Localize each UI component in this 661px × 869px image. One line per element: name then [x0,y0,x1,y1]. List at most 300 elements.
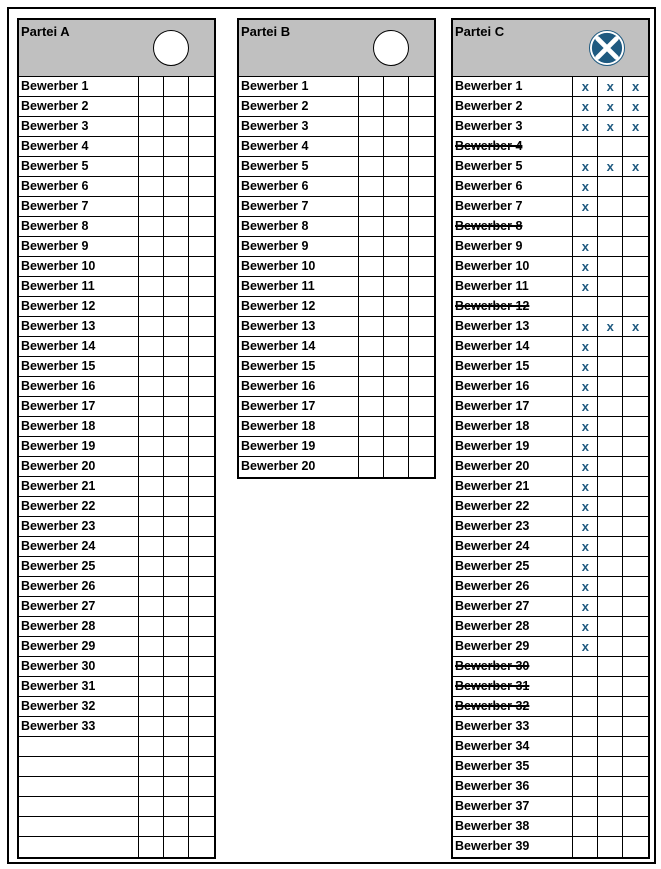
vote-cell-2[interactable] [598,577,623,596]
vote-cell-3[interactable] [409,397,434,416]
vote-cell-2[interactable] [598,217,623,236]
vote-cell-1[interactable] [359,217,384,236]
vote-cell-2[interactable] [164,537,189,556]
vote-cell-2[interactable] [164,397,189,416]
vote-cell-1[interactable] [359,397,384,416]
vote-cell-1[interactable] [139,637,164,656]
vote-cell-2[interactable] [164,717,189,736]
vote-cell-2[interactable] [598,797,623,816]
vote-cell-2[interactable] [164,637,189,656]
vote-cell-2[interactable] [598,177,623,196]
vote-cell-3[interactable] [623,517,648,536]
vote-cell-1[interactable]: x [573,537,598,556]
vote-cell-1[interactable] [139,357,164,376]
vote-cell-2[interactable] [164,797,189,816]
vote-cell-2[interactable] [598,277,623,296]
vote-cell-1[interactable]: x [573,77,598,96]
vote-cell-3[interactable] [189,397,214,416]
vote-cell-1[interactable] [139,457,164,476]
vote-cell-3[interactable] [189,617,214,636]
vote-cell-3[interactable] [409,457,434,477]
vote-cell-2[interactable] [384,77,409,96]
vote-cell-2[interactable]: x [598,77,623,96]
vote-cell-3[interactable]: x [631,319,640,334]
vote-cell-3[interactable] [623,217,648,236]
vote-cell-3[interactable] [623,657,648,676]
vote-cell-2[interactable] [598,197,623,216]
vote-cell-3[interactable]: x [631,119,640,134]
vote-cell-1[interactable]: x [573,497,598,516]
vote-cell-2[interactable] [598,557,623,576]
vote-cell-1[interactable] [573,737,598,756]
vote-cell-3[interactable] [189,777,214,796]
vote-cell-1[interactable] [139,317,164,336]
vote-cell-1[interactable] [139,537,164,556]
vote-cell-2[interactable] [164,677,189,696]
vote-cell-3[interactable] [189,117,214,136]
vote-cell-3[interactable] [189,557,214,576]
vote-cell-1[interactable] [139,837,164,857]
vote-cell-3[interactable] [409,417,434,436]
vote-cell-3[interactable] [623,777,648,796]
vote-cell-1[interactable]: x [573,457,598,476]
vote-cell-3[interactable] [189,77,214,96]
party-b-ballot-circle[interactable] [373,30,409,66]
vote-cell-2[interactable] [598,617,623,636]
vote-cell-3[interactable] [409,117,434,136]
vote-cell-1[interactable]: x [573,117,598,136]
vote-cell-1[interactable] [139,677,164,696]
vote-cell-2[interactable] [164,377,189,396]
vote-cell-2[interactable] [598,657,623,676]
vote-cell-3[interactable] [409,257,434,276]
vote-cell-1[interactable]: x [573,617,598,636]
vote-cell-3[interactable] [189,837,214,857]
vote-cell-1[interactable] [359,277,384,296]
vote-cell-1[interactable] [359,77,384,96]
vote-cell-2[interactable] [598,637,623,656]
party-a-candidate-row [19,417,214,437]
vote-cell-1[interactable] [359,257,384,276]
vote-cell-1[interactable] [359,377,384,396]
vote-cell-2[interactable] [384,137,409,156]
vote-cell-3[interactable] [623,797,648,816]
vote-cell-2[interactable]: x [598,157,623,176]
vote-cell-3[interactable] [623,637,648,656]
vote-cell-2[interactable] [164,477,189,496]
vote-cell-3[interactable] [189,377,214,396]
vote-cell-2[interactable] [598,737,623,756]
vote-cell-2[interactable] [164,697,189,716]
vote-cell-3[interactable] [623,197,648,216]
vote-cell-3[interactable] [189,97,214,116]
candidate-name [239,397,359,416]
vote-cell-2[interactable] [164,297,189,316]
party-a-ballot-circle[interactable] [153,30,189,66]
vote-cell-2[interactable] [164,77,189,96]
vote-cell-3[interactable] [623,177,648,196]
vote-cell-3[interactable] [409,197,434,216]
vote-cell-2[interactable] [384,297,409,316]
vote-cell-2[interactable] [164,657,189,676]
vote-cell-2[interactable] [598,817,623,836]
vote-cell-1[interactable]: x [573,317,598,336]
vote-cell-1[interactable] [139,777,164,796]
vote-cell-1[interactable] [139,197,164,216]
vote-cell-2[interactable] [598,517,623,536]
vote-cell-2[interactable] [384,157,409,176]
vote-cell-3[interactable] [623,557,648,576]
vote-cell-1[interactable] [139,257,164,276]
vote-cell-3[interactable] [189,817,214,836]
vote-cell-1[interactable] [139,477,164,496]
vote-cell-2[interactable] [164,517,189,536]
vote-cell-2[interactable] [598,377,623,396]
vote-cell-3[interactable] [409,277,434,296]
vote-cell-2[interactable] [384,337,409,356]
vote-cell-1[interactable] [359,197,384,216]
vote-cell-2[interactable] [598,357,623,376]
vote-cell-1[interactable] [139,417,164,436]
vote-cell-1[interactable] [139,157,164,176]
vote-cell-1[interactable] [573,777,598,796]
vote-cell-1[interactable] [139,437,164,456]
vote-cell-1[interactable] [359,297,384,316]
vote-cell-2[interactable] [598,537,623,556]
vote-cell-2[interactable] [598,757,623,776]
vote-cell-3[interactable] [189,357,214,376]
vote-cell-3[interactable] [409,137,434,156]
vote-cell-1[interactable]: x [573,597,598,616]
vote-cell-2[interactable] [384,97,409,116]
vote-cell-1[interactable] [139,657,164,676]
vote-cell-3[interactable] [623,677,648,696]
vote-cell-1[interactable] [139,297,164,316]
vote-cell-3[interactable] [189,497,214,516]
vote-cell-3[interactable] [623,737,648,756]
vote-cell-3[interactable] [623,577,648,596]
vote-cell-1[interactable] [359,357,384,376]
vote-cell-2[interactable]: x [598,97,623,116]
vote-cell-1[interactable] [573,757,598,776]
vote-cell-3[interactable] [189,477,214,496]
vote-cell-3[interactable] [189,457,214,476]
vote-cell-3[interactable] [409,157,434,176]
vote-cell-1[interactable] [359,457,384,477]
vote-cell-2[interactable] [384,357,409,376]
vote-cell-3[interactable] [189,537,214,556]
vote-cell-3[interactable] [623,617,648,636]
vote-cell-2[interactable] [384,457,409,477]
vote-cell-2[interactable] [598,257,623,276]
vote-cell-2[interactable] [384,237,409,256]
vote-cell-3[interactable] [189,717,214,736]
vote-cell-2[interactable] [164,97,189,116]
vote-cell-2[interactable] [598,597,623,616]
vote-cell-1[interactable] [139,337,164,356]
vote-cell-1[interactable]: x [573,557,598,576]
vote-cell-2[interactable] [598,297,623,316]
vote-cell-2[interactable] [384,397,409,416]
vote-cell-1[interactable] [359,317,384,336]
vote-cell-3[interactable] [623,537,648,556]
vote-cell-3[interactable] [623,597,648,616]
vote-cell-1[interactable] [139,117,164,136]
vote-cell-1[interactable] [139,817,164,836]
vote-cell-1[interactable] [359,177,384,196]
vote-cell-1[interactable]: x [573,437,598,456]
vote-cell-1[interactable] [139,277,164,296]
vote-cell-3[interactable]: x [631,79,640,94]
vote-cell-1[interactable]: x [573,377,598,396]
vote-cell-1[interactable] [139,577,164,596]
vote-cell-2[interactable] [598,717,623,736]
vote-cell-3[interactable] [409,377,434,396]
vote-cell-3[interactable] [189,317,214,336]
vote-cell-3[interactable] [189,437,214,456]
vote-cell-2[interactable] [384,257,409,276]
vote-cell-1[interactable] [139,737,164,756]
vote-cell-2[interactable] [384,197,409,216]
vote-cell-2[interactable] [164,597,189,616]
vote-cell-1[interactable] [359,417,384,436]
vote-cell-3[interactable] [189,597,214,616]
vote-cell-2[interactable] [598,237,623,256]
vote-cell-2[interactable] [164,737,189,756]
vote-cell-1[interactable]: x [573,157,598,176]
vote-cell-3[interactable] [189,177,214,196]
vote-cell-1[interactable] [359,157,384,176]
vote-cell-1[interactable]: x [573,637,598,656]
vote-cell-3[interactable] [409,297,434,316]
vote-cell-3[interactable] [409,77,434,96]
vote-cell-3[interactable] [409,317,434,336]
vote-cell-1[interactable] [139,497,164,516]
vote-cell-3[interactable] [623,377,648,396]
vote-cell-2[interactable] [598,837,623,857]
vote-cell-2[interactable] [164,237,189,256]
vote-cell-1[interactable] [573,297,598,316]
vote-cell-2[interactable] [164,497,189,516]
vote-cell-3[interactable] [623,417,648,436]
candidate-name [19,737,139,756]
vote-cell-1[interactable] [359,117,384,136]
vote-cell-3[interactable] [189,257,214,276]
vote-cell-3[interactable] [189,417,214,436]
vote-cell-2[interactable] [598,417,623,436]
vote-cell-3[interactable] [623,497,648,516]
vote-cell-3[interactable] [189,517,214,536]
vote-cell-1[interactable] [139,137,164,156]
vote-cell-2[interactable] [598,137,623,156]
vote-cell-2[interactable] [598,777,623,796]
vote-cell-3[interactable] [189,337,214,356]
vote-cell-1[interactable] [139,397,164,416]
vote-cell-1[interactable] [573,697,598,716]
vote-cell-3[interactable] [623,477,648,496]
vote-cell-2[interactable] [164,217,189,236]
vote-cell-3[interactable] [189,637,214,656]
vote-cell-1[interactable] [359,337,384,356]
vote-cell-3[interactable] [623,137,648,156]
vote-cell-3[interactable] [623,237,648,256]
vote-cell-3[interactable] [189,737,214,756]
vote-cell-1[interactable] [573,817,598,836]
vote-cell-1[interactable]: x [573,357,598,376]
vote-cell-3[interactable] [623,457,648,476]
vote-cell-3[interactable] [189,157,214,176]
vote-cell-1[interactable] [139,217,164,236]
vote-cell-2[interactable] [598,677,623,696]
vote-cell-2[interactable] [164,177,189,196]
vote-cell-3[interactable] [189,237,214,256]
vote-cell-2[interactable] [384,437,409,456]
vote-cell-2[interactable] [164,557,189,576]
vote-cell-1[interactable] [573,837,598,857]
vote-cell-2[interactable] [164,757,189,776]
vote-cell-1[interactable] [573,217,598,236]
vote-cell-3[interactable] [623,697,648,716]
vote-cell-2[interactable]: x [598,317,623,336]
vote-cell-3[interactable] [189,297,214,316]
vote-cell-3[interactable] [623,837,648,857]
vote-cell-1[interactable] [139,377,164,396]
vote-cell-1[interactable]: x [573,237,598,256]
vote-cell-1[interactable] [139,517,164,536]
vote-cell-3[interactable] [189,657,214,676]
vote-cell-3[interactable] [623,277,648,296]
vote-cell-2[interactable] [384,277,409,296]
vote-cell-2[interactable] [598,337,623,356]
vote-cell-2[interactable] [164,257,189,276]
vote-cell-3[interactable] [409,97,434,116]
vote-cell-1[interactable]: x [573,177,598,196]
vote-cell-3[interactable] [189,137,214,156]
vote-cell-1[interactable] [139,757,164,776]
vote-cell-2[interactable] [164,777,189,796]
vote-cell-1[interactable]: x [573,257,598,276]
vote-cell-3[interactable] [189,677,214,696]
vote-cell-3[interactable] [623,757,648,776]
vote-cell-1[interactable] [139,697,164,716]
vote-cell-2[interactable] [164,337,189,356]
vote-cell-3[interactable] [409,337,434,356]
vote-cell-3[interactable] [189,217,214,236]
vote-cell-2[interactable] [598,437,623,456]
vote-cell-3[interactable] [409,437,434,456]
vote-cell-1[interactable] [573,657,598,676]
vote-cell-2[interactable] [384,177,409,196]
vote-cell-2[interactable] [164,617,189,636]
vote-cell-1[interactable] [139,717,164,736]
vote-cell-2[interactable] [384,217,409,236]
vote-cell-1[interactable] [359,137,384,156]
vote-cell-3[interactable] [189,197,214,216]
vote-cell-3[interactable] [623,717,648,736]
vote-cell-3[interactable] [409,217,434,236]
vote-cell-1[interactable]: x [573,97,598,116]
vote-cell-1[interactable]: x [573,417,598,436]
vote-cell-3[interactable] [189,797,214,816]
vote-cell-1[interactable] [139,557,164,576]
vote-cell-2[interactable] [164,317,189,336]
vote-cell-2[interactable] [164,117,189,136]
vote-cell-3[interactable] [623,297,648,316]
vote-cell-1[interactable]: x [573,517,598,536]
vote-cell-3[interactable] [623,257,648,276]
vote-cell-2[interactable] [164,417,189,436]
vote-cell-1[interactable] [139,797,164,816]
vote-cell-2[interactable] [598,397,623,416]
vote-cell-3[interactable] [189,697,214,716]
vote-cell-2[interactable] [164,457,189,476]
vote-cell-3[interactable] [623,397,648,416]
vote-cell-2[interactable] [384,377,409,396]
vote-cell-2[interactable]: x [598,117,623,136]
vote-cell-1[interactable] [139,597,164,616]
vote-cell-1[interactable] [359,437,384,456]
vote-cell-3[interactable]: x [631,159,640,174]
vote-cell-2[interactable] [164,357,189,376]
vote-cell-1[interactable]: x [573,197,598,216]
vote-cell-3[interactable]: x [631,99,640,114]
vote-cell-3[interactable] [189,277,214,296]
vote-cell-2[interactable] [164,817,189,836]
vote-cell-3[interactable] [623,357,648,376]
vote-cell-2[interactable] [164,137,189,156]
vote-cell-1[interactable]: x [573,277,598,296]
vote-cell-1[interactable] [359,97,384,116]
vote-cell-3[interactable] [409,177,434,196]
vote-cell-2[interactable] [164,837,189,857]
party-c-ballot-circle[interactable] [589,30,625,66]
vote-cell-2[interactable] [598,477,623,496]
vote-cell-2[interactable] [598,457,623,476]
vote-cell-1[interactable] [139,237,164,256]
vote-cell-1[interactable]: x [573,577,598,596]
vote-cell-2[interactable] [164,157,189,176]
vote-cell-2[interactable] [384,117,409,136]
vote-cell-2[interactable] [384,417,409,436]
vote-cell-3[interactable] [623,817,648,836]
vote-cell-3[interactable] [409,357,434,376]
vote-cell-2[interactable] [164,437,189,456]
vote-cell-3[interactable] [623,337,648,356]
vote-cell-2[interactable] [164,577,189,596]
vote-cell-1[interactable]: x [573,337,598,356]
vote-cell-3[interactable] [623,437,648,456]
vote-cell-2[interactable] [598,497,623,516]
vote-cell-1[interactable] [139,617,164,636]
vote-cell-3[interactable] [189,577,214,596]
vote-cell-1[interactable] [139,77,164,96]
vote-cell-3[interactable] [409,237,434,256]
vote-cell-2[interactable] [384,317,409,336]
vote-cell-1[interactable]: x [573,397,598,416]
vote-cell-1[interactable] [573,677,598,696]
vote-cell-2[interactable] [164,277,189,296]
vote-cell-1[interactable] [573,797,598,816]
vote-cell-1[interactable] [573,717,598,736]
vote-cell-2[interactable] [164,197,189,216]
vote-cell-2[interactable] [598,697,623,716]
vote-cell-1[interactable] [573,137,598,156]
vote-cell-1[interactable] [359,237,384,256]
vote-cell-1[interactable] [139,177,164,196]
vote-cell-1[interactable]: x [573,477,598,496]
vote-cell-3[interactable] [189,757,214,776]
vote-cell-1[interactable] [139,97,164,116]
